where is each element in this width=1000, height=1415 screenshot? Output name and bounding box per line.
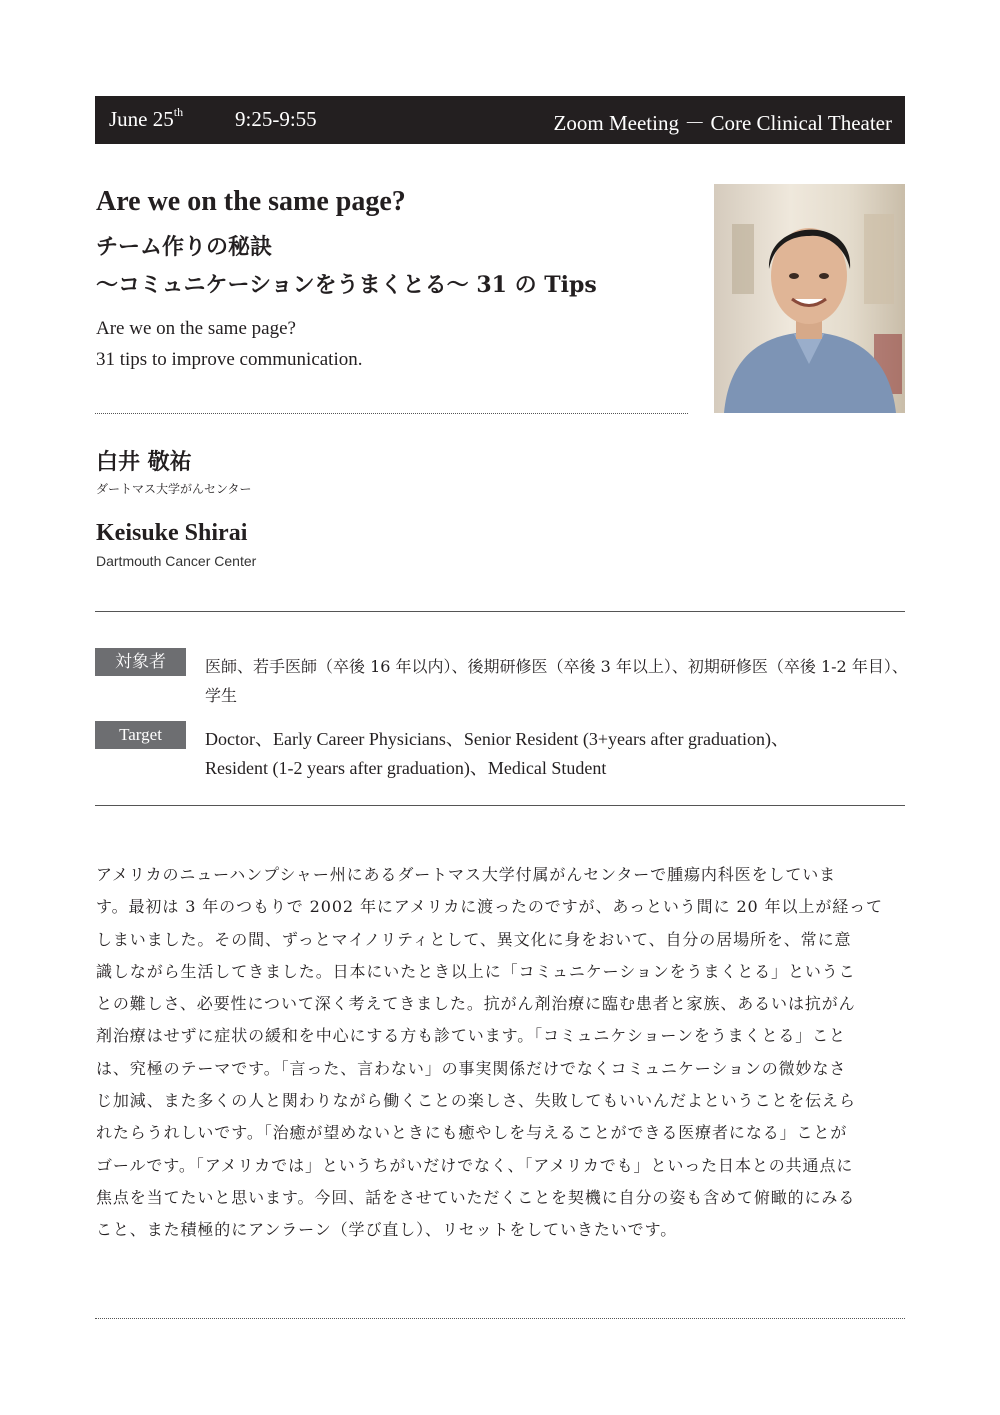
session-time: 9:25-9:55 <box>235 107 317 131</box>
speaker-name-english: Keisuke Shirai <box>96 520 248 546</box>
title-japanese-line1: チーム作りの秘訣 <box>96 234 273 260</box>
speaker-name-japanese: 白井 敬祐 <box>96 449 192 475</box>
abstract-body <box>96 863 908 1251</box>
session-date: June 25th <box>109 105 184 131</box>
abstract-line: 焦点を当てたいと思います。今回、話をさせていただくことを契機に自分の姿も含めて俯瞰的にみる <box>96 1187 856 1207</box>
abstract-line: との難しさ、必要性について深く考えてきました。抗がん剤治療に臨む患者と家族、あるいは抗がん <box>96 994 856 1014</box>
target-label-english: Target <box>95 721 186 749</box>
speaker-affiliation-english: Dartmouth Cancer Center <box>96 553 257 569</box>
abstract-line: アメリカのニューハンプシャー州にあるダートマス大学付属がんセンターで腫瘍内科医をしていま <box>96 865 837 884</box>
dotted-divider-bottom <box>95 1318 905 1319</box>
session-header <box>95 96 905 144</box>
target-japanese-line2: 学生 <box>205 686 238 705</box>
section-rule-top <box>95 611 905 612</box>
target-label-japanese: 対象者 <box>95 648 186 676</box>
section-rule-bottom <box>95 805 905 806</box>
abstract-line: こと、また積極的にアンラーン（学び直し）、リセットをしていきたいです。 <box>96 1220 678 1240</box>
subtitle-line2: 31 tips to improve communication. <box>96 349 363 370</box>
dotted-divider <box>95 413 688 414</box>
target-english-line1: Doctor、Early Career Physicians、Senior Resident (3+years after graduation)、 <box>205 729 789 749</box>
subtitle-line1: Are we on the same page? <box>96 318 296 339</box>
abstract-line: れたらうれしいです。「治癒が望めないときにも癒やしを与えることができる医療者になる」ことが <box>96 1123 848 1143</box>
abstract-line: は、究極のテーマです。「言った、言わない」の事実関係だけでなくコミュニケーションの微妙なさ <box>96 1058 847 1078</box>
speaker-photo <box>714 184 905 413</box>
abstract-line: ゴールです。「アメリカでは」というちがいだけでなく、「アメリカでも」といった日本との共通点に <box>96 1155 854 1175</box>
target-english-line2: Resident (1-2 years after graduation)、Medical Student <box>205 758 607 778</box>
target-japanese-line1: 医師、若手医師（卒後 16 年以内）、後期研修医（卒後 3 年以上）、初期研修医（卒後 1-2 年目）、 <box>205 657 908 676</box>
title-english: Are we on the same page? <box>96 186 406 217</box>
abstract-line: 識しながら生活してきました。日本にいたとき以上に「コミュニケーションをうまくとる」というこ <box>96 961 856 981</box>
session-venue: Zoom Meeting － Core Clinical Theater <box>553 111 892 135</box>
abstract-line: す。最初は 3 年のつもりで 2002 年にアメリカに渡ったのですが、あっという間に 20 年以上が経って <box>96 897 883 917</box>
abstract-line: しまいました。その間、ずっとマイノリティとして、異文化に身をおいて、自分の居場所を、常に意 <box>96 929 852 949</box>
title-japanese-line2: 〜コミュニケーションをうまくとる〜 31 の Tips <box>96 272 597 298</box>
abstract-line: じ加減、また多くの人と関わりながら働くことの楽しさ、失敗してもいいんだよということを伝えら <box>96 1091 856 1111</box>
abstract-line: 剤治療はせずに症状の緩和を中心にする方も診ています。「コミュニケショーンをうまくとる」こと <box>96 1026 846 1046</box>
speaker-affiliation-japanese: ダートマス大学がんセンター <box>96 482 252 496</box>
